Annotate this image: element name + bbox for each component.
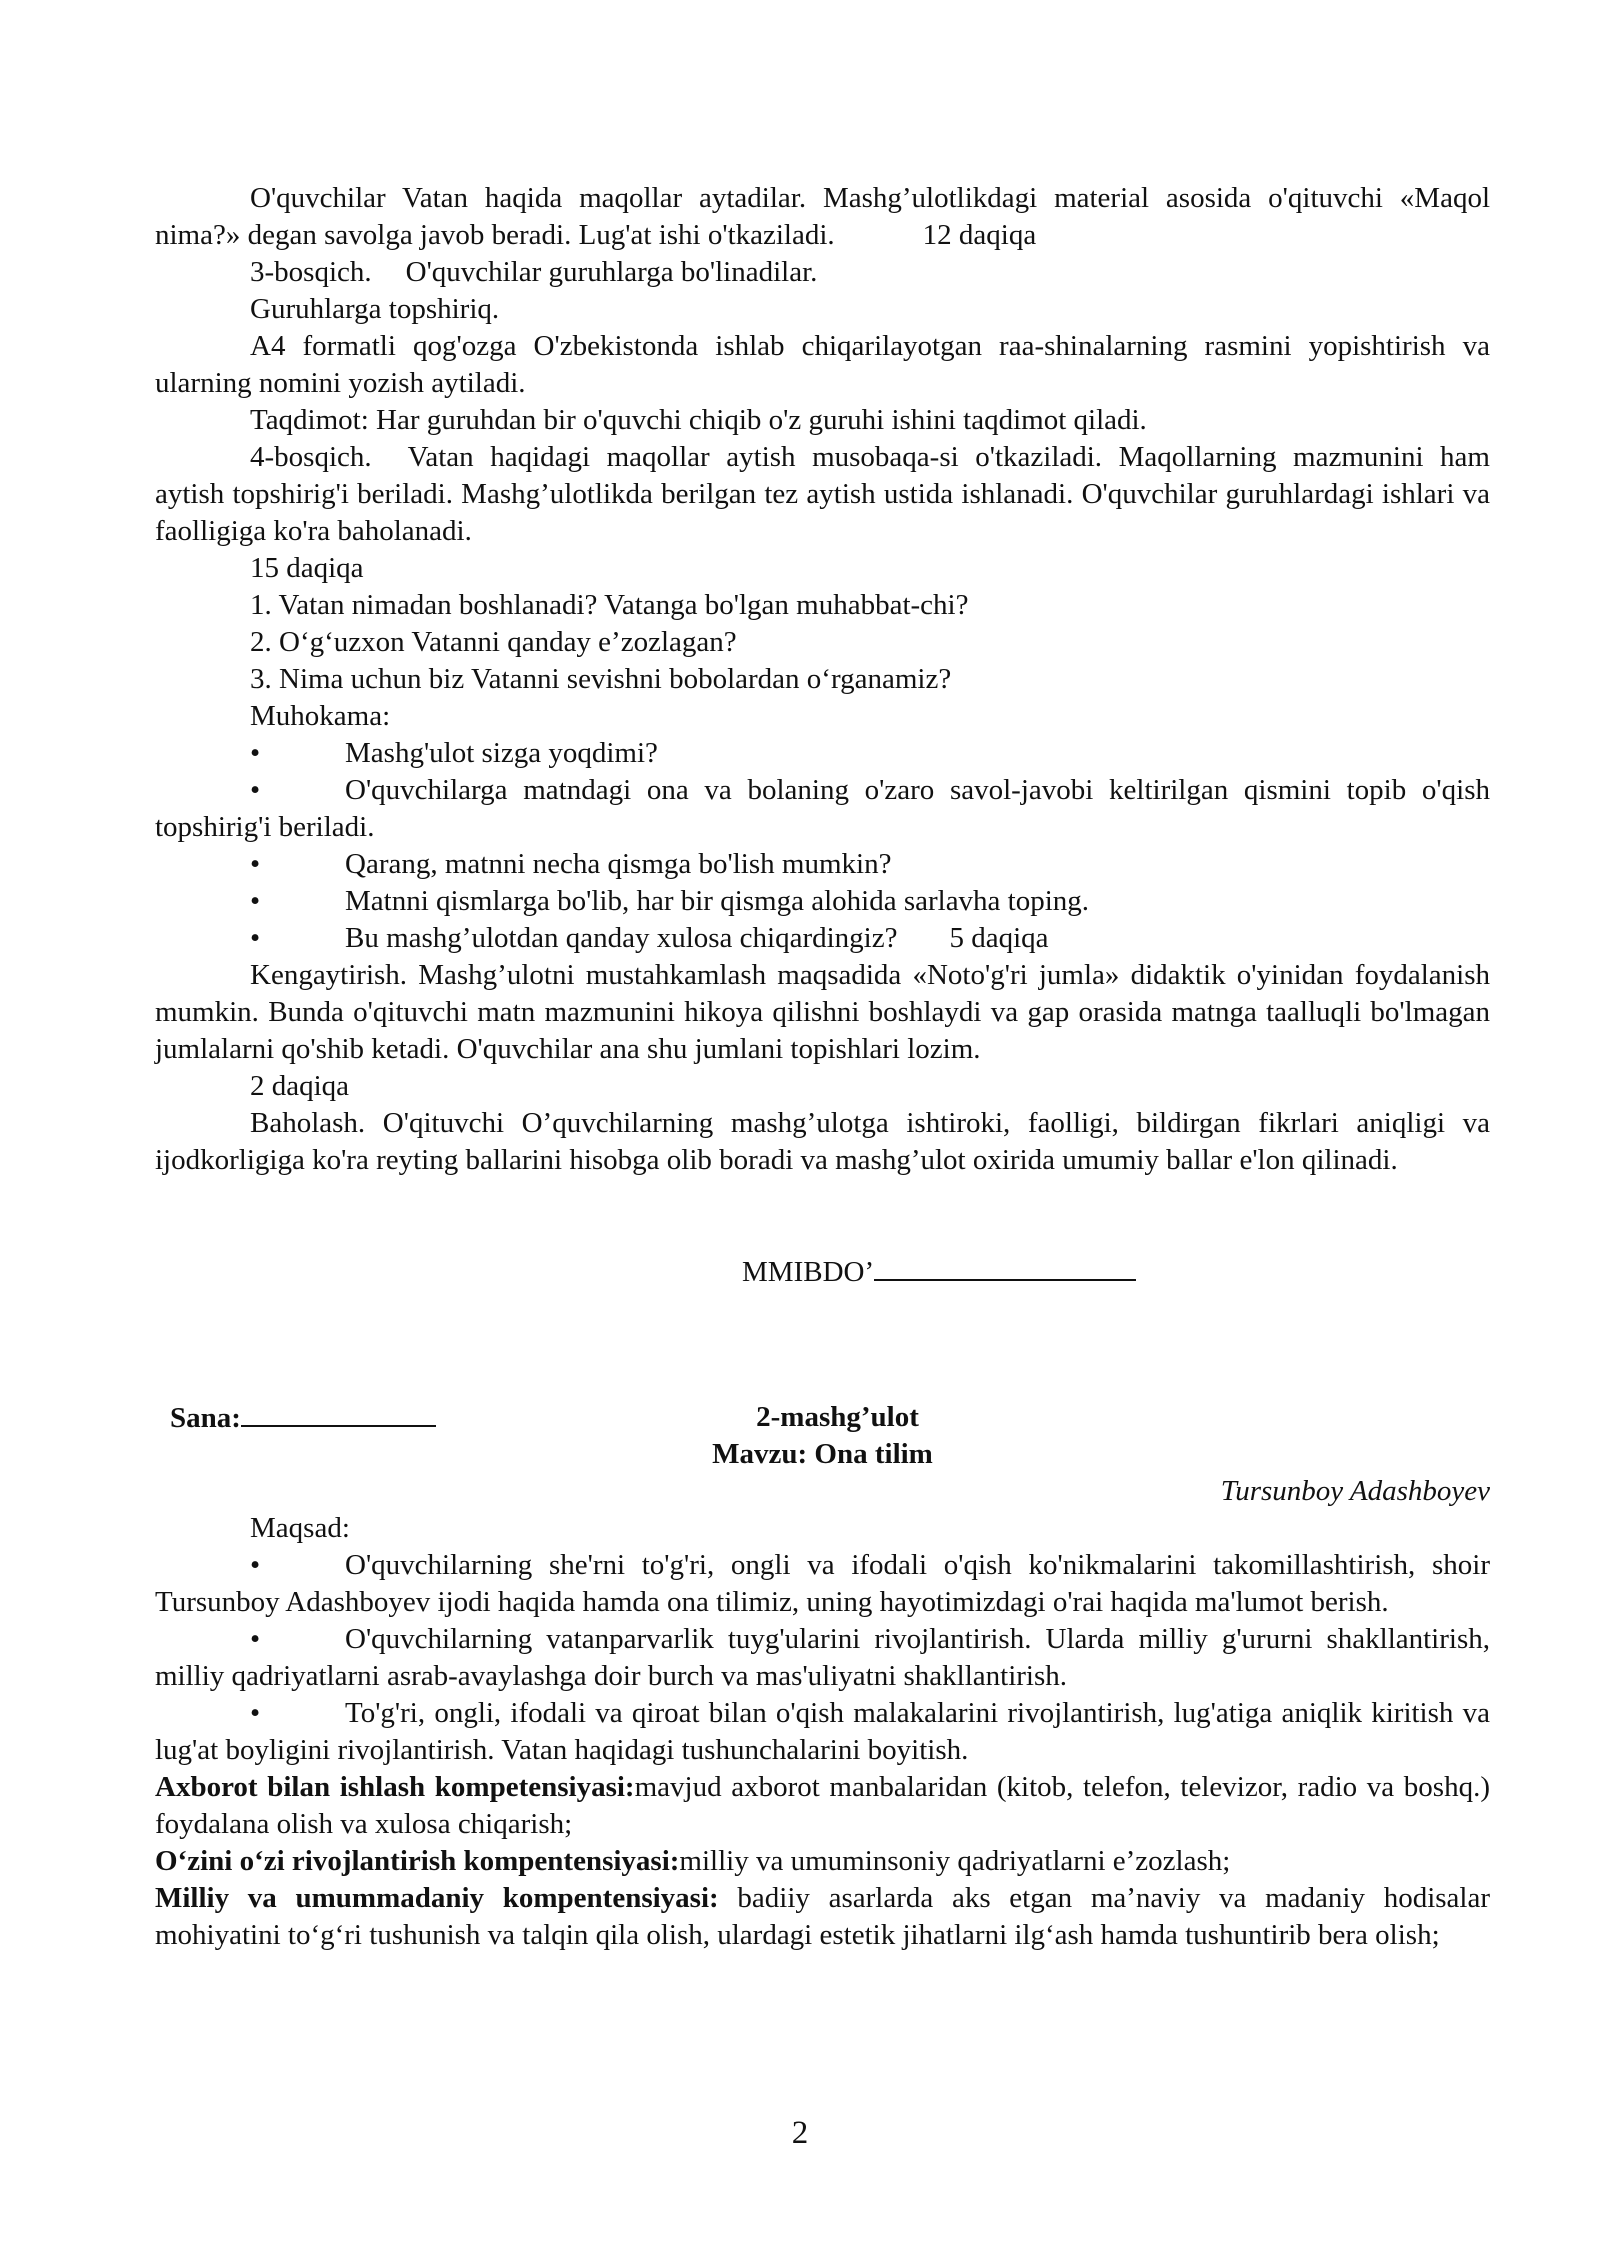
bullet-text: O'quvchilarga matndagi ona va bolaning o'zaro savol-javobi keltirilgan qismini topib o'qish topshirig'i beriladi. (155, 774, 1490, 843)
competence-label: Milliy va umummadaniy kompentensiyasi: (155, 1882, 719, 1914)
bullet-item-5 (155, 920, 1490, 957)
lesson-header-row (155, 1399, 1490, 1436)
bullet-icon: • (250, 1549, 261, 1581)
competence-2 (155, 1843, 1490, 1880)
bullet-item-1 (155, 735, 1490, 772)
muhokama-heading: Muhokama: (250, 700, 391, 732)
paragraph-kengaytirish: Kengaytirish. Mashg’ulotni mustahkamlash maqsadida «Noto'g'ri jumla» didaktik o'yinidan foydalanish mumkin. Bunda o'qituvchi matn mazmunini hikoya qilishni boshlaydi va gap orasida matnga taalluqli bo'lmagan jumlalarni qo'shib ketadi. O'quvchilar ana shu jumlani topishlari lozim. (155, 959, 1490, 1065)
stage-3 (155, 254, 1490, 291)
group-task-heading: Guruhlarga topshiriq. (250, 293, 500, 325)
bullet-text: Matnni qismlarga bo'lib, har bir qismga alohida sarlavha toping. (345, 885, 1090, 917)
question-1: 1. Vatan nimadan boshlanadi? Vatanga bo'lgan muhabbat-chi? (250, 589, 969, 621)
question-2: 2. O‘g‘uzxon Vatanni qanday e’zozlagan? (250, 626, 737, 658)
competence-label: Axborot bilan ishlash kompetensiyasi: (155, 1771, 635, 1803)
competence-label: O‘zini o‘zi rivojlantirish kompentensiyasi: (155, 1845, 680, 1877)
bullet-icon: • (250, 774, 261, 806)
stage-text: Vatan haqidagi maqollar aytish musobaqa-si o'tkaziladi. Maqollarning mazmunini ham aytish topshirig'i beriladi. Mashg’ulotlikda berilgan tez aytish ustida ishlanadi. O'quvchilar guruhlardagi ishlari va faolligiga ko'ra baholanadi. (155, 441, 1490, 547)
bullet-icon: • (250, 885, 261, 917)
time-15: 15 daqiqa (250, 552, 364, 584)
stage-4 (155, 439, 1490, 550)
bullet-item-4 (155, 883, 1490, 920)
question-3: 3. Nima uchun biz Vatanni sevishni bobolardan o‘rganamiz? (250, 663, 952, 695)
competence-text: milliy va umuminsoniy qadriyatlarni e’zozlash; (679, 1845, 1231, 1877)
bullet-icon: • (250, 737, 261, 769)
bullet-item-3 (155, 846, 1490, 883)
competence-text: badiiy asarlarda aks etgan ma’naviy va madaniy hodisalar mohiyatini to‘g‘ri tushunish va talqin qila olish, ulardagi estetik jihatlarni ilg‘ash hamda tushuntirib bera olish; (155, 1882, 1490, 1951)
time-label: 12 daqiqa (922, 219, 1037, 251)
goal-item-2 (155, 1621, 1490, 1695)
maqsad-heading: Maqsad: (250, 1512, 350, 1544)
competence-1 (155, 1769, 1490, 1843)
competence-3 (155, 1880, 1490, 1954)
signature-line (155, 1253, 1490, 1291)
competence-text: mavjud axborot manbalaridan (kitob, telefon, televizor, radio va boshq.) foydalana olish va xulosa chiqarish; (155, 1771, 1490, 1840)
bullet-text: Qarang, matnni necha qismga bo'lish mumkin? (345, 848, 892, 880)
signature-label: MMIBDO’ (742, 1256, 875, 1288)
paragraph-a4-task: A4 formatli qog'ozga O'zbekistonda ishlab chiqarilayotgan raa-shinalarning rasmini yopishtirish va ularning nomini yozish aytiladi. (155, 330, 1490, 399)
page-number: 2 (791, 2115, 809, 2151)
stage-text: O'quvchilar guruhlarga bo'linadilar. (405, 256, 818, 288)
stage-label: 4-bosqich. (250, 441, 372, 473)
bullet-icon: • (250, 922, 261, 954)
poem-author: Tursunboy Adashboyev (1220, 1475, 1490, 1507)
bullet-icon: • (250, 1697, 261, 1729)
bullet-icon: • (250, 1623, 261, 1655)
goal-text: O'quvchilarning she'rni to'g'ri, ongli va ifodali o'qish ko'nikmalarini takomillashtirish, shoir Tursunboy Adashboyev ijodi haqida hamda ona tilimiz, uning hayotimizdagi o'rai haqida ma'lumot berish. (155, 1549, 1490, 1618)
lesson-number: 2-mashg’ulot (756, 1401, 919, 1433)
document-page (155, 180, 1490, 1954)
lesson-topic: Mavzu: Ona tilim (712, 1438, 933, 1470)
signature-blank (874, 1253, 1136, 1281)
goal-text: To'g'ri, ongli, ifodali va qiroat bilan o'qish malakalarini rivojlantirish, lug'atiga aniqlik kiritish va lug'at boyligini rivojlantirish. Vatan haqidagi tushunchalarini boyitish. (155, 1697, 1490, 1766)
time-2: 2 daqiqa (250, 1070, 350, 1102)
bullet-item-2 (155, 772, 1490, 846)
bullet-text: Mashg'ulot sizga yoqdimi? (345, 737, 658, 769)
paragraph-baholash: Baholash. O'qituvchi O’quvchilarning mashg’ulotga ishtiroki, faolligi, bildirgan fikrlari aniqligi va ijodkorligiga ko'ra reyting ballarini hisobga olib boradi va mashg’ulot oxirida umumiy ballar e'lon qilinadi. (155, 1107, 1490, 1176)
time-label: 5 daqiqa (949, 922, 1049, 954)
stage-label: 3-bosqich. (250, 256, 372, 288)
goal-item-3 (155, 1695, 1490, 1769)
paragraph-maqollar (155, 180, 1490, 254)
bullet-text: Bu mashg’ulotdan qanday xulosa chiqardingiz? (345, 922, 898, 954)
goal-item-1 (155, 1547, 1490, 1621)
goal-text: O'quvchilarning vatanparvarlik tuyg'ularini rivojlantirish. Ularda milliy g'ururni shakllantirish, milliy qadriyatlarni asrab-avaylashga doir burch va mas'uliyatni shakllantirish. (155, 1623, 1490, 1692)
paragraph-text: O'quvchilar Vatan haqida maqollar aytadilar. Mashg’ulotlikdagi material asosida o'qituvchi «Maqol nima?» degan savolga javob beradi. Lug'at ishi o'tkaziladi. (155, 182, 1490, 251)
paragraph-taqdimot: Taqdimot: Har guruhdan bir o'quvchi chiqib o'z guruhi ishini taqdimot qiladi. (250, 404, 1147, 436)
bullet-icon: • (250, 848, 261, 880)
date-label: Sana: (170, 1402, 241, 1434)
